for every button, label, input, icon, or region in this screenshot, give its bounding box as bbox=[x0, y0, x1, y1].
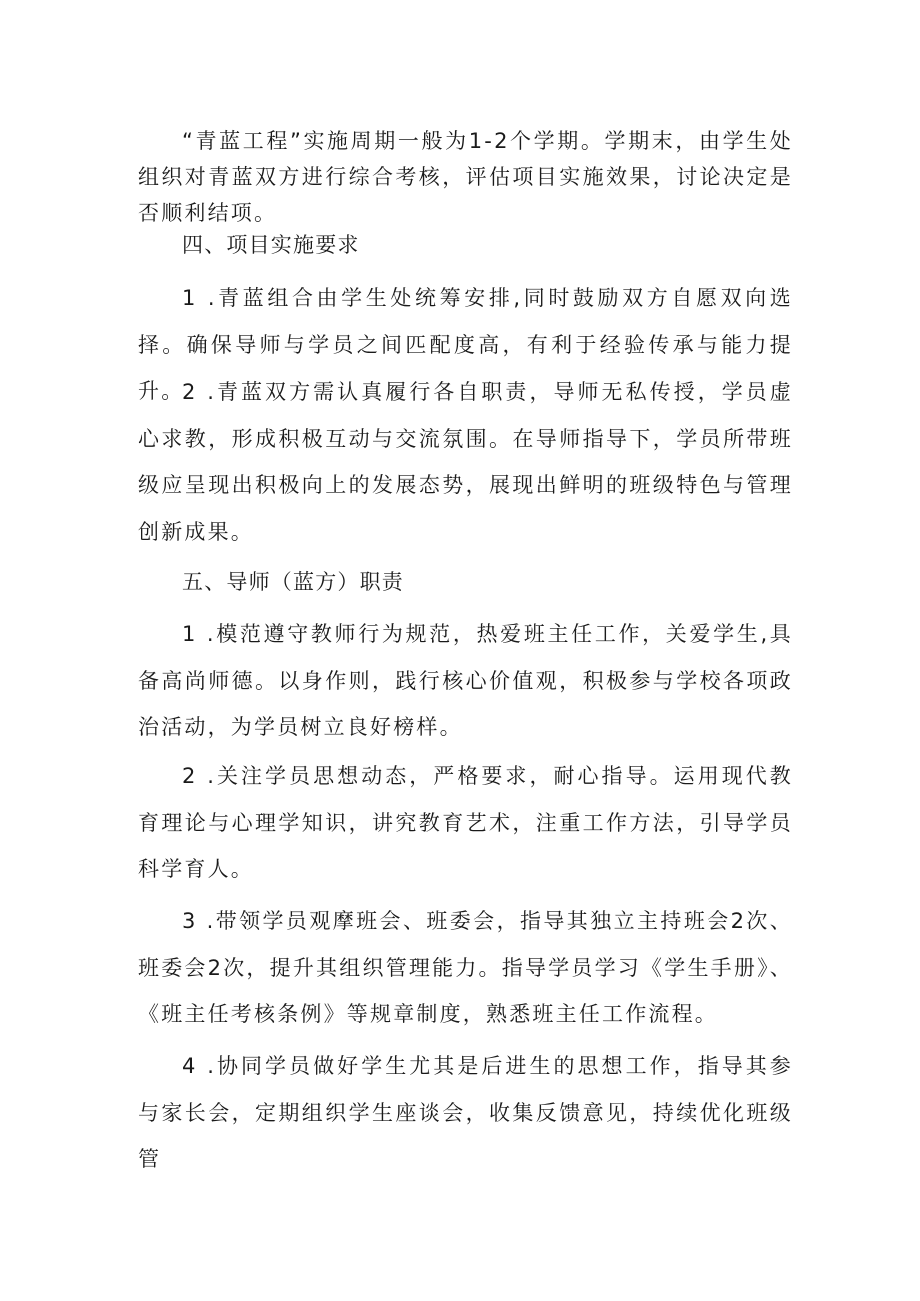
section-5-item-3: 3 .带领学员观摩班会、班委会，指导其独立主持班会2次、班委会2次，提升其组织管理能力。指导学员学习《学生手册》、《班主任考核条例》等规章制度，熟悉班主任工作流程。 bbox=[138, 909, 793, 1026]
section-5-item-1: 1 .模范遵守教师行为规范，热爱班主任工作，关爱学生,具备高尚师德。以身作则，践行核心价值观，积极参与学校各项政治活动，为学员树立良好榜样。 bbox=[138, 622, 793, 739]
section-5-item-4: 4 .协同学员做好学生尤其是后进生的思想工作，指导其参与家长会，定期组织学生座谈会，收集反馈意见，持续优化班级管 bbox=[138, 1054, 793, 1171]
intro-paragraph: “青蓝工程”实施周期一般为1-2个学期。学期末，由学生处组织对青蓝双方进行综合考核，评估项目实施效果，讨论决定是否顺利结项。 bbox=[138, 129, 793, 225]
section-5-item-2: 2 .关注学员思想动态，严格要求，耐心指导。运用现代教育理论与心理学知识，讲究教育艺术，注重工作方法，引导学员科学育人。 bbox=[138, 764, 793, 881]
section-4-heading: 四、项目实施要求 bbox=[182, 233, 360, 257]
section-5-heading: 五、导师（蓝方）职责 bbox=[182, 570, 404, 594]
section-4-item-1: 1 .青蓝组合由学生处统筹安排,同时鼓励双方自愿双向选择。确保导师与学员之间匹配度高，有利于经验传承与能力提升。 bbox=[138, 286, 793, 403]
section-4-item-2: 2 .青蓝双方需认真履行各自职责，导师无私传授，学员虚心求教，形成积极互动与交流氛围。在导师指导下，学员所带班级应呈现出积极向上的发展态势，展现出鲜明的班级特色与管理创新成果。 bbox=[138, 380, 793, 544]
